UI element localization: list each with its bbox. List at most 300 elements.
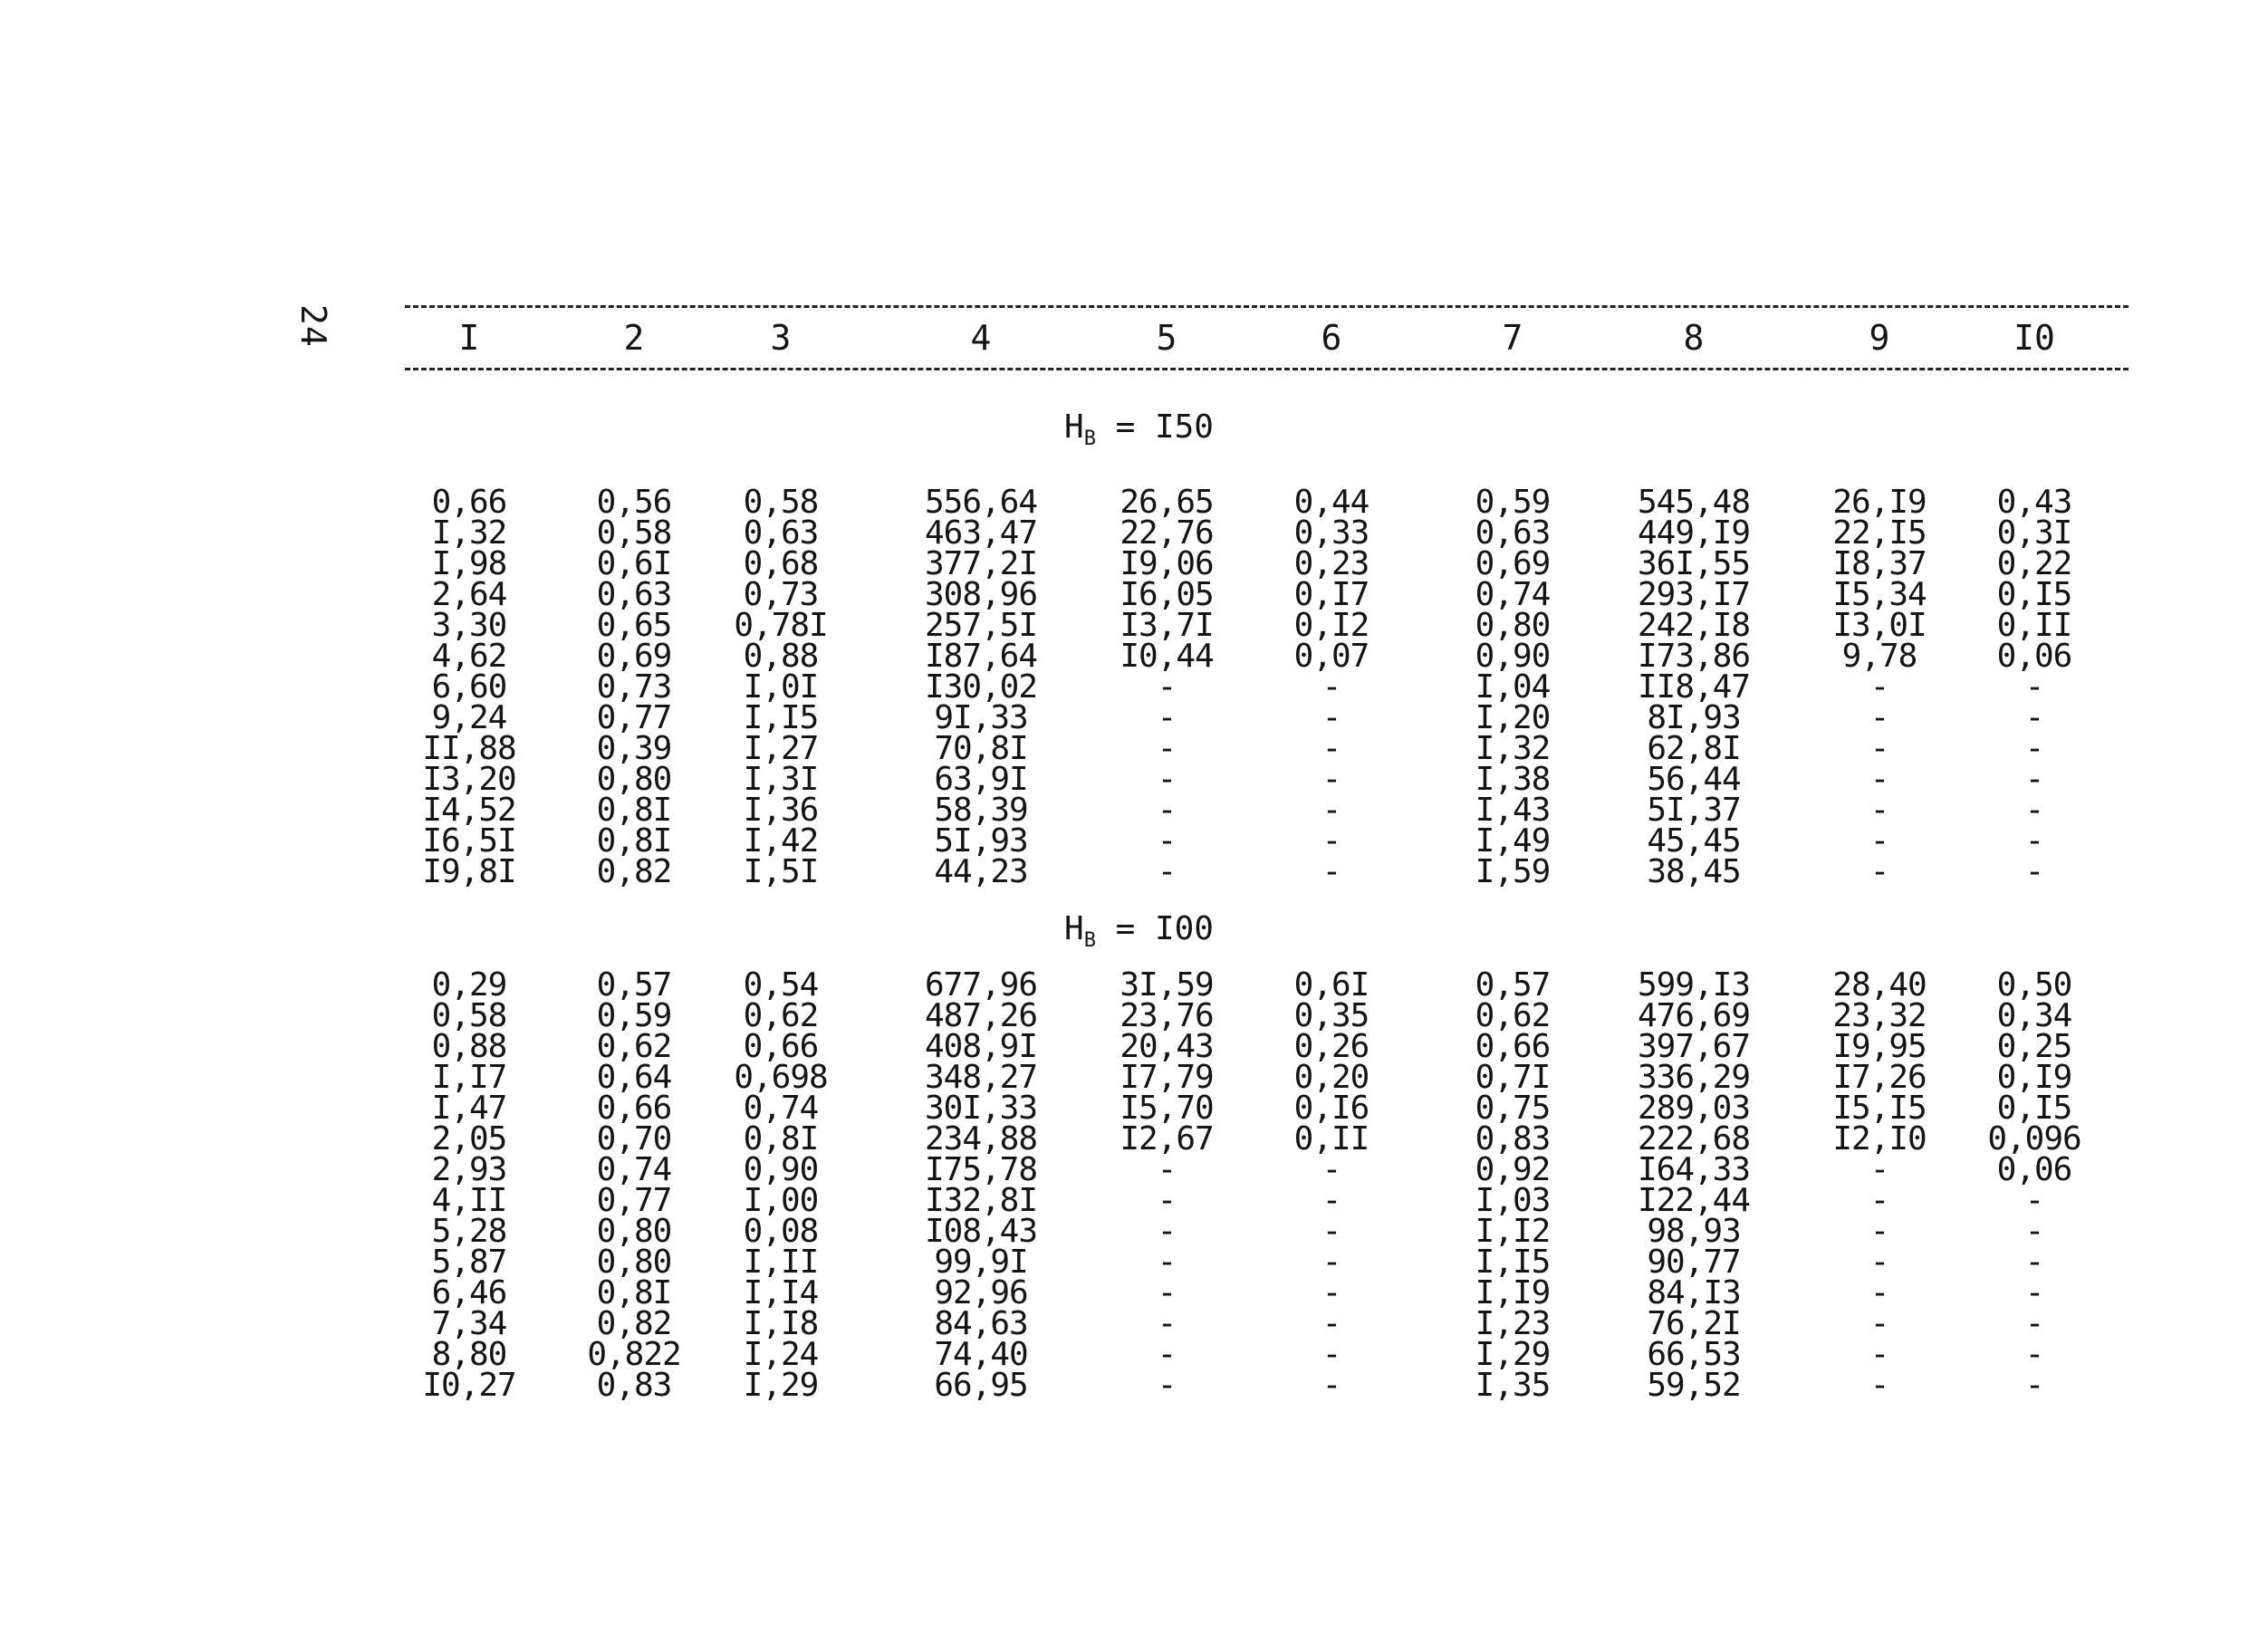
table-cell: - [1869, 1244, 1889, 1281]
table-cell: 0,77 [596, 1182, 672, 1219]
table-cell: 556,64 [924, 484, 1038, 521]
table-cell: 0,69 [1475, 545, 1551, 582]
table-cell: 0,82 [596, 853, 672, 890]
table-cell: 0,54 [743, 966, 819, 1004]
table-cell: I5,34 [1832, 576, 1927, 613]
table-cell: - [2024, 1336, 2044, 1373]
table-cell: 0,07 [1293, 638, 1369, 675]
table-cell: 0,7I [1475, 1059, 1551, 1096]
table-cell: - [1157, 1305, 1177, 1342]
table-cell: 20,43 [1120, 1028, 1214, 1065]
table-cell: I87,64 [924, 638, 1038, 675]
table-cell: - [1157, 730, 1177, 767]
table-cell: 0,80 [596, 761, 672, 798]
table-cell: - [1321, 668, 1341, 706]
table-cell: 0,80 [596, 1213, 672, 1250]
table-cell: I5,70 [1120, 1090, 1214, 1127]
column-header-9: 9 [1869, 318, 1890, 358]
table-cell: 0,43 [1996, 484, 2072, 521]
column-header-3: 3 [770, 318, 792, 358]
table-cell: 0,23 [1293, 545, 1369, 582]
section-label-sub: B [1083, 427, 1096, 451]
table-cell: 0,26 [1293, 1028, 1369, 1065]
table-cell: 0,90 [1475, 638, 1551, 675]
table-cell: 70,8I [934, 730, 1028, 767]
table-cell: I73,86 [1637, 638, 1751, 675]
column-header-4: 4 [970, 318, 992, 358]
table-cell: - [1157, 853, 1177, 890]
table-cell: - [1157, 668, 1177, 706]
table-cell: 545,48 [1637, 484, 1751, 521]
table-cell: I6,05 [1120, 576, 1214, 613]
table-cell: 0,66 [1475, 1028, 1551, 1065]
table-cell: 62,8I [1647, 730, 1741, 767]
table-cell: 257,5I [924, 607, 1038, 644]
table-cell: - [2024, 853, 2044, 890]
table-cell: 0,06 [1996, 638, 2072, 675]
table-cell: - [1321, 822, 1341, 860]
table-cell: 0,25 [1996, 1028, 2072, 1065]
table-cell: 293,I7 [1637, 576, 1751, 613]
table-column-9 [1802, 966, 1956, 1404]
table-cell: I,3I [743, 761, 819, 798]
table-cell: 0,50 [1996, 966, 2072, 1004]
table-cell: I0,27 [422, 1367, 516, 1404]
table-cell: 26,I9 [1832, 484, 1927, 521]
table-cell: 0,74 [596, 1151, 672, 1188]
table-column-1 [392, 966, 546, 1404]
table-cell: 234,88 [924, 1120, 1038, 1158]
column-header-7: 7 [1502, 318, 1523, 358]
table-cell: - [2024, 761, 2044, 798]
table-cell: I,04 [1475, 668, 1551, 706]
table-cell: - [1321, 1305, 1341, 1342]
table-cell: I,I7 [431, 1059, 507, 1096]
table-column-7 [1436, 966, 1590, 1404]
table-cell: I2,67 [1120, 1120, 1214, 1158]
section-title-hb-150 [1064, 409, 1336, 457]
table-cell: 74,40 [934, 1336, 1028, 1373]
table-cell: 0,77 [596, 699, 672, 736]
table-cell: I,32 [431, 514, 507, 552]
table-cell: 0,34 [1996, 997, 2072, 1034]
table-cell: 0,83 [596, 1367, 672, 1404]
table-column-10 [1957, 966, 2111, 1404]
table-cell: 0,88 [431, 1028, 507, 1065]
table-cell: - [2024, 730, 2044, 767]
table-cell: 0,I5 [1996, 1090, 2072, 1127]
table-cell: 0,83 [1475, 1120, 1551, 1158]
table-cell: - [1321, 1151, 1341, 1188]
table-cell: 0,80 [596, 1244, 672, 1281]
table-cell: - [1869, 1367, 1889, 1404]
table-cell: II8,47 [1637, 668, 1751, 706]
table-cell: 98,93 [1647, 1213, 1741, 1250]
table-cell: 0,33 [1293, 514, 1369, 552]
table-cell: - [1869, 1213, 1889, 1250]
table-cell: 99,9I [934, 1244, 1028, 1281]
table-cell: 23,32 [1832, 997, 1927, 1034]
table-cell: 336,29 [1637, 1059, 1751, 1096]
table-cell: 2,93 [431, 1151, 507, 1188]
table-cell: 2,64 [431, 576, 507, 613]
table-cell: - [1321, 699, 1341, 736]
table-cell: - [1321, 730, 1341, 767]
table-cell: I,47 [431, 1090, 507, 1127]
table-cell: I9,8I [422, 853, 516, 890]
table-column-6 [1254, 484, 1408, 890]
table-cell: - [2024, 699, 2044, 736]
table-cell: 5,87 [431, 1244, 507, 1281]
table-cell: I9,95 [1832, 1028, 1927, 1065]
table-cell: I30,02 [924, 668, 1038, 706]
column-header-6: 6 [1321, 318, 1342, 358]
table-cell: - [2024, 1305, 2044, 1342]
table-cell: 0,8I [743, 1120, 819, 1158]
table-cell: 84,63 [934, 1305, 1028, 1342]
table-cell: I,29 [743, 1367, 819, 1404]
table-cell: 0,59 [1475, 484, 1551, 521]
table-cell: 677,96 [924, 966, 1038, 1004]
table-cell: 0,63 [596, 576, 672, 613]
table-column-1 [392, 484, 546, 890]
table-cell: 5I,93 [934, 822, 1028, 860]
table-cell: 0,I5 [1996, 576, 2072, 613]
table-cell: I,I5 [743, 699, 819, 736]
table-cell: 9,78 [1841, 638, 1917, 675]
table-cell: I3,7I [1120, 607, 1214, 644]
table-cell: 0,68 [743, 545, 819, 582]
table-cell: 0,6I [596, 545, 672, 582]
table-cell: - [1869, 822, 1889, 860]
table-cell: I,I8 [743, 1305, 819, 1342]
table-cell: 9,24 [431, 699, 507, 736]
table-cell: 0,70 [596, 1120, 672, 1158]
section-label-sub: B [1083, 929, 1096, 953]
table-cell: 4,62 [431, 638, 507, 675]
table-cell: 7,34 [431, 1305, 507, 1342]
table-cell: I,24 [743, 1336, 819, 1373]
table-column-6 [1254, 966, 1408, 1404]
section-label-rest: = I00 [1095, 910, 1214, 947]
table-cell: 0,I7 [1293, 576, 1369, 613]
table-cell: - [1869, 1336, 1889, 1373]
table-cell: I,38 [1475, 761, 1551, 798]
table-cell: 90,77 [1647, 1244, 1741, 1281]
table-cell: 92,96 [934, 1274, 1028, 1311]
table-cell: 0,66 [596, 1090, 672, 1127]
table-cell: 6,60 [431, 668, 507, 706]
column-header-2: 2 [623, 318, 645, 358]
table-cell: 377,2I [924, 545, 1038, 582]
table-cell: 0,57 [1475, 966, 1551, 1004]
table-cell: 0,92 [1475, 1151, 1551, 1188]
table-cell: 36I,55 [1637, 545, 1751, 582]
table-cell: - [1321, 792, 1341, 829]
table-cell: 0,80 [1475, 607, 1551, 644]
table-cell: 0,06 [1996, 1151, 2072, 1188]
table-cell: - [1157, 699, 1177, 736]
table-cell: 308,96 [924, 576, 1038, 613]
table-cell: I75,78 [924, 1151, 1038, 1188]
table-cell: 0,44 [1293, 484, 1369, 521]
table-cell: I32,8I [924, 1182, 1038, 1219]
section-label-main: H [1064, 910, 1084, 947]
table-cell: I,29 [1475, 1336, 1551, 1373]
table-cell: 0,3I [1996, 514, 2072, 552]
table-cell: II,88 [422, 730, 516, 767]
table-cell: I,II [743, 1244, 819, 1281]
table-cell: 8,80 [431, 1336, 507, 1373]
table-cell: 5I,37 [1647, 792, 1741, 829]
table-cell: 28,40 [1832, 966, 1927, 1004]
table-cell: I22,44 [1637, 1182, 1751, 1219]
table-cell: 0,64 [596, 1059, 672, 1096]
table-cell: I,5I [743, 853, 819, 890]
table-cell: - [1157, 1213, 1177, 1250]
table-cell: - [1157, 761, 1177, 798]
table-column-7 [1436, 484, 1590, 890]
table-cell: - [2024, 1213, 2044, 1250]
table-header-rule [405, 368, 2129, 370]
table-cell: - [1869, 1182, 1889, 1219]
table-cell: 0,78I [734, 607, 828, 644]
column-header-8: 8 [1683, 318, 1705, 358]
table-cell: 45,45 [1647, 822, 1741, 860]
table-column-3 [704, 966, 858, 1404]
table-cell: 6,46 [431, 1274, 507, 1311]
table-cell: - [1869, 1305, 1889, 1342]
section-title-hb-100 [1064, 911, 1336, 959]
table-cell: 0,I9 [1996, 1059, 2072, 1096]
table-cell: - [2024, 668, 2044, 706]
table-cell: 0,74 [743, 1090, 819, 1127]
table-cell: - [2024, 1182, 2044, 1219]
table-cell: 599,I3 [1637, 966, 1751, 1004]
table-cell: 476,69 [1637, 997, 1751, 1034]
table-cell: 0,8I [596, 792, 672, 829]
table-cell: 0,75 [1475, 1090, 1551, 1127]
table-cell: - [1869, 761, 1889, 798]
table-cell: 56,44 [1647, 761, 1741, 798]
table-cell: 0,35 [1293, 997, 1369, 1034]
table-cell: 66,53 [1647, 1336, 1741, 1373]
table-cell: 0,63 [1475, 514, 1551, 552]
table-cell: I,36 [743, 792, 819, 829]
table-cell: 0,88 [743, 638, 819, 675]
column-header-10: I0 [2013, 318, 2055, 358]
table-cell: - [1321, 1244, 1341, 1281]
table-cell: 8I,93 [1647, 699, 1741, 736]
table-cell: 348,27 [924, 1059, 1038, 1096]
table-cell: 58,39 [934, 792, 1028, 829]
table-cell: - [1157, 1244, 1177, 1281]
table-cell: 0,63 [743, 514, 819, 552]
table-cell: 0,57 [596, 966, 672, 1004]
table-cell: 3,30 [431, 607, 507, 644]
table-cell: 2,05 [431, 1120, 507, 1158]
table-cell: I8,37 [1832, 545, 1927, 582]
table-cell: 44,23 [934, 853, 1028, 890]
table-cell: 463,47 [924, 514, 1038, 552]
table-cell: I,42 [743, 822, 819, 860]
table-cell: 0,22 [1996, 545, 2072, 582]
table-cell: I2,I0 [1832, 1120, 1927, 1158]
table-cell: - [2024, 1367, 2044, 1404]
table-column-5 [1090, 484, 1244, 890]
table-cell: 487,26 [924, 997, 1038, 1034]
table-cell: 0,58 [743, 484, 819, 521]
table-cell: 0,66 [743, 1028, 819, 1065]
table-cell: 0,II [1293, 1120, 1369, 1158]
table-cell: - [1321, 1336, 1341, 1373]
table-cell: 22,I5 [1832, 514, 1927, 552]
table-cell: I,00 [743, 1182, 819, 1219]
table-cell: - [1157, 792, 1177, 829]
table-cell: I,I9 [1475, 1274, 1551, 1311]
table-cell: I,I5 [1475, 1244, 1551, 1281]
table-cell: I,49 [1475, 822, 1551, 860]
table-cell: I0,44 [1120, 638, 1214, 675]
table-cell: 289,03 [1637, 1090, 1751, 1127]
table-cell: I,35 [1475, 1367, 1551, 1404]
table-cell: 0,62 [743, 997, 819, 1034]
table-column-4 [904, 966, 1058, 1404]
table-cell: - [1321, 761, 1341, 798]
table-cell: I,43 [1475, 792, 1551, 829]
table-cell: I7,79 [1120, 1059, 1214, 1096]
table-cell: 0,62 [596, 1028, 672, 1065]
table-cell: 0,39 [596, 730, 672, 767]
table-cell: - [1869, 1151, 1889, 1188]
table-cell: - [1869, 668, 1889, 706]
table-cell: I64,33 [1637, 1151, 1751, 1188]
table-cell: 59,52 [1647, 1367, 1741, 1404]
table-cell: 0,29 [431, 966, 507, 1004]
column-header-1: I [458, 318, 480, 358]
table-cell: 0,73 [596, 668, 672, 706]
table-cell: - [1869, 792, 1889, 829]
table-cell: - [2024, 822, 2044, 860]
table-cell: 0,66 [431, 484, 507, 521]
table-cell: I7,26 [1832, 1059, 1927, 1096]
table-cell: I,0I [743, 668, 819, 706]
table-cell: 3I,59 [1120, 966, 1214, 1004]
table-cell: - [1321, 853, 1341, 890]
column-header-5: 5 [1156, 318, 1177, 358]
table-header-row [0, 315, 2268, 360]
table-cell: - [1869, 853, 1889, 890]
table-cell: 0,698 [734, 1059, 828, 1096]
table-cell: - [1869, 1274, 1889, 1311]
table-cell: 0,74 [1475, 576, 1551, 613]
table-cell: I,27 [743, 730, 819, 767]
table-cell: - [1157, 822, 1177, 860]
table-cell: I,03 [1475, 1182, 1551, 1219]
table-cell: I,23 [1475, 1305, 1551, 1342]
table-column-8 [1617, 484, 1771, 890]
table-cell: 242,I8 [1637, 607, 1751, 644]
table-cell: 0,58 [431, 997, 507, 1034]
table-cell: I6,5I [422, 822, 516, 860]
table-cell: 0,8I [596, 822, 672, 860]
table-cell: 0,I2 [1293, 607, 1369, 644]
table-cell: I,32 [1475, 730, 1551, 767]
table-cell: 5,28 [431, 1213, 507, 1250]
table-cell: 0,08 [743, 1213, 819, 1250]
table-top-rule [405, 305, 2129, 308]
table-cell: - [1321, 1274, 1341, 1311]
table-cell: I3,0I [1832, 607, 1927, 644]
table-cell: 76,2I [1647, 1305, 1741, 1342]
table-cell: - [2024, 1244, 2044, 1281]
table-cell: I,59 [1475, 853, 1551, 890]
table-cell: 0,20 [1293, 1059, 1369, 1096]
table-cell: - [1321, 1182, 1341, 1219]
table-cell: - [1321, 1213, 1341, 1250]
table-cell: 0,62 [1475, 997, 1551, 1034]
table-cell: I,I2 [1475, 1213, 1551, 1250]
table-column-10 [1957, 484, 2111, 890]
table-cell: - [1157, 1336, 1177, 1373]
table-column-4 [904, 484, 1058, 890]
table-cell: 0,90 [743, 1151, 819, 1188]
table-cell: 222,68 [1637, 1120, 1751, 1158]
table-cell: 0,8I [596, 1274, 672, 1311]
table-cell: - [1869, 730, 1889, 767]
table-cell: 38,45 [1647, 853, 1741, 890]
table-cell: 0,73 [743, 576, 819, 613]
table-cell: - [1869, 699, 1889, 736]
table-cell: 63,9I [934, 761, 1028, 798]
table-cell: 0,58 [596, 514, 672, 552]
table-cell: I08,43 [924, 1213, 1038, 1250]
table-cell: - [2024, 792, 2044, 829]
table-cell: 0,II [1996, 607, 2072, 644]
table-column-2 [557, 966, 711, 1404]
page-number: 24 [293, 304, 333, 348]
table-cell: I4,52 [422, 792, 516, 829]
table-cell: - [1157, 1274, 1177, 1311]
table-cell: 0,096 [1987, 1120, 2081, 1158]
table-column-2 [557, 484, 711, 890]
table-cell: 0,59 [596, 997, 672, 1034]
table-cell: 84,I3 [1647, 1274, 1741, 1311]
table-cell: 4,II [431, 1182, 507, 1219]
table-column-5 [1090, 966, 1244, 1404]
table-cell: - [1157, 1182, 1177, 1219]
table-cell: - [1157, 1151, 1177, 1188]
table-cell: I9,06 [1120, 545, 1214, 582]
table-column-3 [704, 484, 858, 890]
table-cell: 449,I9 [1637, 514, 1751, 552]
table-cell: 0,I6 [1293, 1090, 1369, 1127]
table-cell: - [2024, 1274, 2044, 1311]
table-cell: - [1157, 1367, 1177, 1404]
table-cell: 0,69 [596, 638, 672, 675]
table-column-9 [1802, 484, 1956, 890]
table-cell: 22,76 [1120, 514, 1214, 552]
table-cell: 26,65 [1120, 484, 1214, 521]
section-label-main: H [1064, 408, 1084, 446]
table-cell: 0,822 [587, 1336, 681, 1373]
table-cell: 0,82 [596, 1305, 672, 1342]
table-cell: 0,65 [596, 607, 672, 644]
table-cell: 9I,33 [934, 699, 1028, 736]
table-cell: 0,56 [596, 484, 672, 521]
table-cell: 0,6I [1293, 966, 1369, 1004]
table-cell: 23,76 [1120, 997, 1214, 1034]
